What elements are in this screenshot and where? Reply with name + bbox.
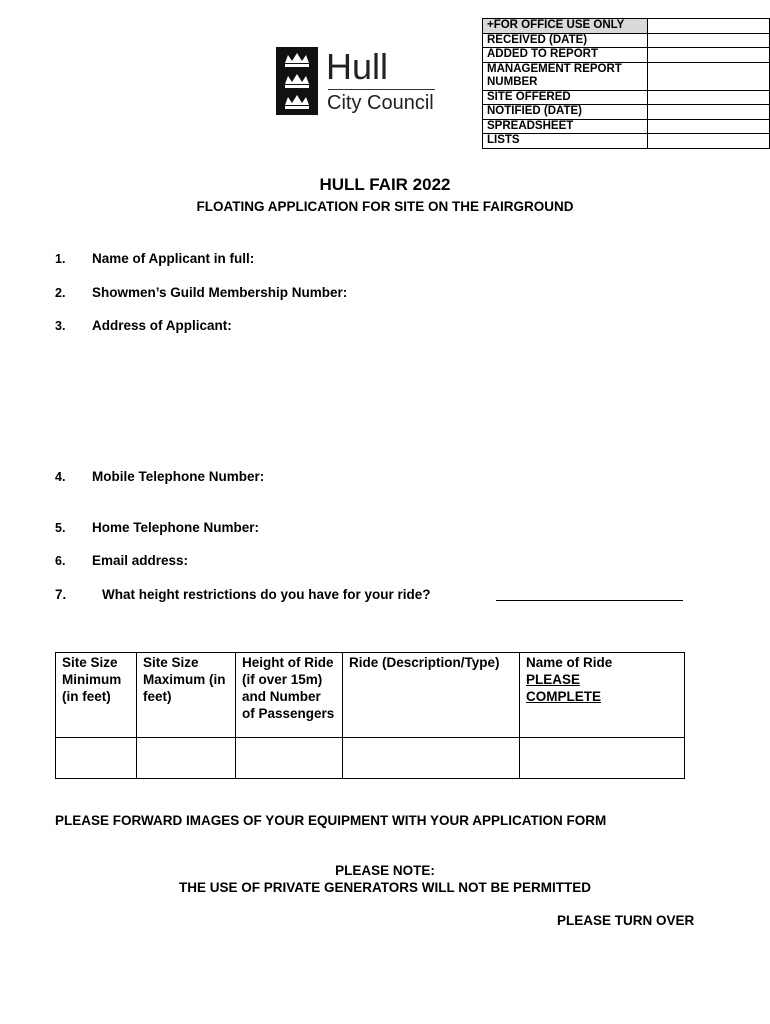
cell-ride-name[interactable] bbox=[520, 738, 685, 779]
table-row bbox=[56, 738, 685, 779]
office-row-value[interactable] bbox=[647, 62, 769, 90]
question-number: 2. bbox=[55, 286, 66, 300]
logo-name-city-council: City Council bbox=[327, 92, 434, 114]
office-row-value[interactable] bbox=[647, 90, 769, 105]
cell-site-size-min[interactable] bbox=[56, 738, 137, 779]
office-row-label: NOTIFIED (DATE) bbox=[483, 105, 648, 120]
question-number: 7. bbox=[55, 587, 67, 602]
question-home-phone: Home Telephone Number: bbox=[92, 520, 260, 535]
question-address: Address of Applicant: bbox=[92, 318, 232, 333]
question-height-restrictions: What height restrictions do you have for your ride? bbox=[102, 587, 431, 602]
office-row-value[interactable] bbox=[647, 105, 769, 120]
question-number: 3. bbox=[55, 319, 66, 333]
office-row bbox=[483, 19, 770, 34]
question-number: 4. bbox=[55, 470, 66, 484]
office-row bbox=[483, 105, 770, 120]
header-ride-name bbox=[520, 653, 685, 738]
header-site-size-max: Site Size Maximum (in feet) bbox=[137, 653, 236, 738]
question-mobile: Mobile Telephone Number: bbox=[92, 469, 265, 484]
question-number: 6. bbox=[55, 554, 66, 568]
office-row bbox=[483, 134, 770, 149]
cell-ride-description[interactable] bbox=[343, 738, 520, 779]
office-row-label: +FOR OFFICE USE ONLY bbox=[483, 19, 648, 34]
question-email: Email address: bbox=[92, 553, 189, 568]
page-title: HULL FAIR 2022 bbox=[319, 175, 451, 194]
cell-site-size-max[interactable] bbox=[137, 738, 236, 779]
office-row-label: LISTS bbox=[483, 134, 648, 149]
office-row-label: SPREADSHEET bbox=[483, 119, 648, 134]
page-subtitle: FLOATING APPLICATION FOR SITE ON THE FAIRGROUND bbox=[196, 199, 574, 214]
office-row-value[interactable] bbox=[647, 33, 769, 48]
office-row-value[interactable] bbox=[647, 48, 769, 63]
table-header-row bbox=[56, 653, 685, 738]
office-row-label: MANAGEMENT REPORT NUMBER bbox=[483, 62, 648, 90]
office-row-label: RECEIVED (DATE) bbox=[483, 33, 648, 48]
office-use-table bbox=[482, 18, 770, 149]
question-applicant-name: Name of Applicant in full: bbox=[92, 251, 255, 266]
council-logo bbox=[276, 47, 436, 117]
crown-shield-icon bbox=[276, 47, 318, 115]
height-restrictions-answer-line[interactable] bbox=[496, 600, 683, 601]
logo-divider bbox=[328, 89, 435, 90]
please-complete-note: PLEASE COMPLETE bbox=[526, 672, 602, 704]
office-row bbox=[483, 119, 770, 134]
question-number: 5. bbox=[55, 521, 66, 535]
header-ride-description: Ride (Description/Type) bbox=[343, 653, 520, 738]
office-row-label: SITE OFFERED bbox=[483, 90, 648, 105]
office-row bbox=[483, 33, 770, 48]
logo-name-hull: Hull bbox=[326, 46, 389, 87]
office-row bbox=[483, 90, 770, 105]
please-note-heading: PLEASE NOTE: bbox=[335, 863, 435, 878]
question-guild-number: Showmen’s Guild Membership Number: bbox=[92, 285, 348, 300]
office-row bbox=[483, 62, 770, 90]
generators-note: THE USE OF PRIVATE GENERATORS WILL NOT BE PERMITTED bbox=[178, 880, 592, 895]
office-row-value[interactable] bbox=[647, 134, 769, 149]
office-row-label: ADDED TO REPORT bbox=[483, 48, 648, 63]
header-ride-height: Height of Ride (if over 15m) and Number of Passengers bbox=[236, 653, 343, 738]
turn-over-note: PLEASE TURN OVER bbox=[557, 913, 695, 928]
ride-details-table bbox=[55, 652, 685, 779]
header-ride-name-label: Name of Ride bbox=[526, 655, 613, 670]
question-number: 1. bbox=[55, 252, 66, 266]
forward-images-note: PLEASE FORWARD IMAGES OF YOUR EQUIPMENT WITH YOUR APPLICATION FORM bbox=[55, 813, 607, 828]
office-row-value[interactable] bbox=[647, 19, 769, 34]
header-site-size-min: Site Size Minimum (in feet) bbox=[56, 653, 137, 738]
office-row bbox=[483, 48, 770, 63]
cell-ride-height[interactable] bbox=[236, 738, 343, 779]
office-row-value[interactable] bbox=[647, 119, 769, 134]
